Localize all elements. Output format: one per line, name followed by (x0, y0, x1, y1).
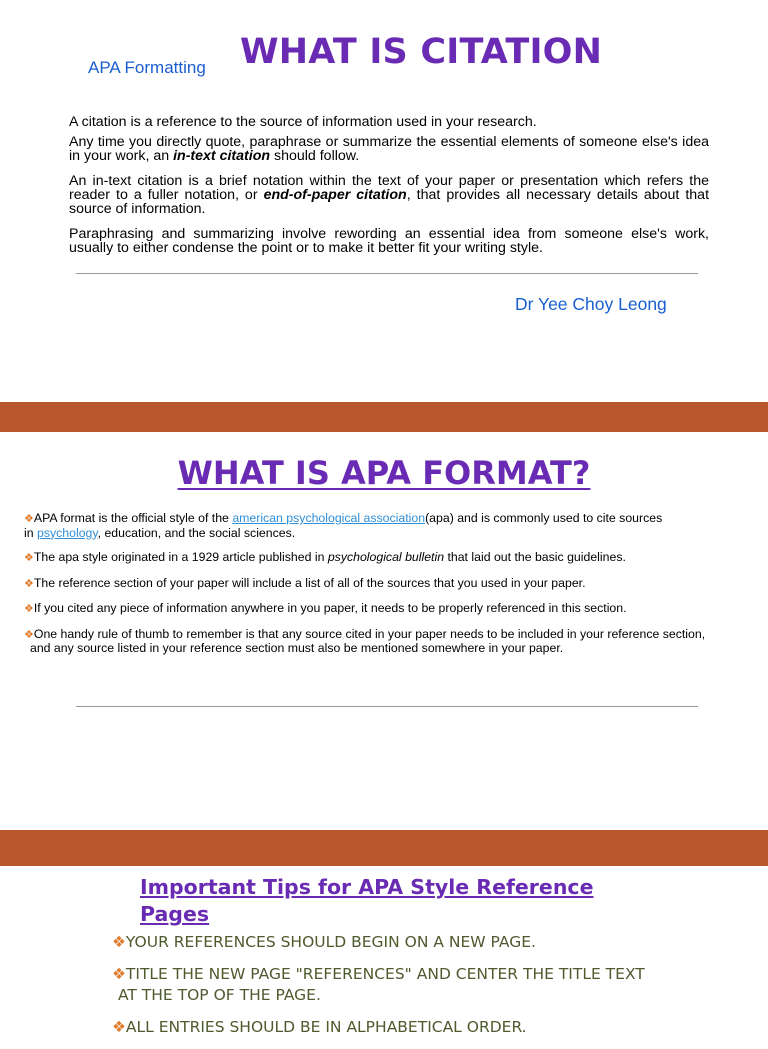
slide-title: Important Tips for APA Style Reference Pages (140, 875, 594, 926)
divider (76, 273, 698, 274)
list-item (24, 628, 734, 656)
text: An in-text citation is a brief notation within the text of your paper or presentation which refers the reader to a fuller notation, or (69, 173, 709, 203)
diamond-bullet-icon: ❖ (112, 965, 126, 983)
psychology-link[interactable]: psychology (37, 525, 98, 540)
text: AT THE TOP OF THE PAGE. (118, 986, 321, 1004)
list-item (112, 932, 672, 953)
text: and any source listed in your reference section must also be mentioned somewhere in your paper. (30, 641, 564, 655)
american-psychological-association-link[interactable]: american psychological association (232, 511, 426, 525)
slide-separator-band (0, 402, 768, 432)
diamond-bullet-icon: ❖ (112, 1018, 126, 1036)
text: The apa style originated in a 1929 article published in (33, 550, 328, 564)
apa-bullet-list (24, 512, 734, 667)
slide-title (0, 454, 768, 492)
text: Any time you directly quote, paraphrase or summarize the essential elements of someone else's idea in your work, an (69, 134, 709, 164)
diamond-bullet-icon: ❖ (24, 603, 34, 615)
text: If you cited any piece of information anywhere in you paper, it needs to be properly referenced in this section. (33, 601, 627, 615)
diamond-bullet-icon: ❖ (24, 628, 34, 641)
diamond-bullet-icon: ❖ (24, 552, 34, 564)
diamond-bullet-icon: ❖ (24, 577, 34, 590)
diamond-bullet-icon: ❖ (24, 513, 34, 525)
emphasis: in-text citation (173, 148, 271, 164)
slide-what-is-apa-format (0, 432, 768, 830)
author-name: Dr Yee Choy Leong (515, 294, 667, 314)
text: APA format is the official style of the (33, 511, 233, 525)
text: , that provides all necessary details about that source of information. (69, 187, 710, 217)
list-item (24, 577, 734, 592)
paragraph: Paraphrasing and summarizing involve rewording an essential idea from someone else's work, usually to either condense the point or to make it better fit your writing style. (69, 226, 709, 256)
diamond-bullet-icon: ❖ (112, 933, 126, 951)
tips-bullet-list (112, 932, 672, 1049)
text: in (24, 525, 37, 540)
slide-separator-band (0, 830, 768, 866)
text: YOUR REFERENCES SHOULD BEGIN ON A NEW PAGE. (125, 933, 536, 951)
emphasis: end-of-paper citation (263, 187, 407, 203)
text: , education, and the social sciences. (97, 525, 296, 540)
emphasis: psychological bulletin (327, 550, 445, 564)
text: The reference section of your paper will include a list of all of the sources that you used in your paper. (33, 575, 586, 590)
list-item (24, 602, 734, 617)
citation-body (69, 115, 709, 266)
list-item (112, 1017, 672, 1038)
text: ALL ENTRIES SHOULD BE IN ALPHABETICAL ORDER. (125, 1018, 527, 1036)
divider (76, 706, 698, 707)
text: should follow. (270, 148, 360, 164)
text: One handy rule of thumb to remember is that any source cited in your paper needs to be included in your reference section, (33, 626, 706, 641)
slide-apa-reference-tips (0, 866, 768, 1036)
slide-title: WHAT IS CITATION (240, 32, 603, 72)
slide-what-is-citation (0, 0, 768, 402)
list-item (112, 964, 672, 1006)
paragraph (69, 135, 709, 163)
text: that laid out the basic guidelines. (444, 550, 626, 564)
title-text: WHAT IS APA FORMAT? (177, 454, 591, 492)
list-item (24, 512, 734, 540)
paragraph (69, 174, 709, 216)
list-item (24, 551, 734, 566)
text: TITLE THE NEW PAGE "REFERENCES" AND CENTER THE TITLE TEXT (125, 965, 645, 983)
apa-formatting-label: APA Formatting (88, 58, 206, 77)
text: (apa) and is commonly used to cite sources (425, 511, 663, 525)
paragraph: A citation is a reference to the source of information used in your research. (69, 114, 537, 130)
